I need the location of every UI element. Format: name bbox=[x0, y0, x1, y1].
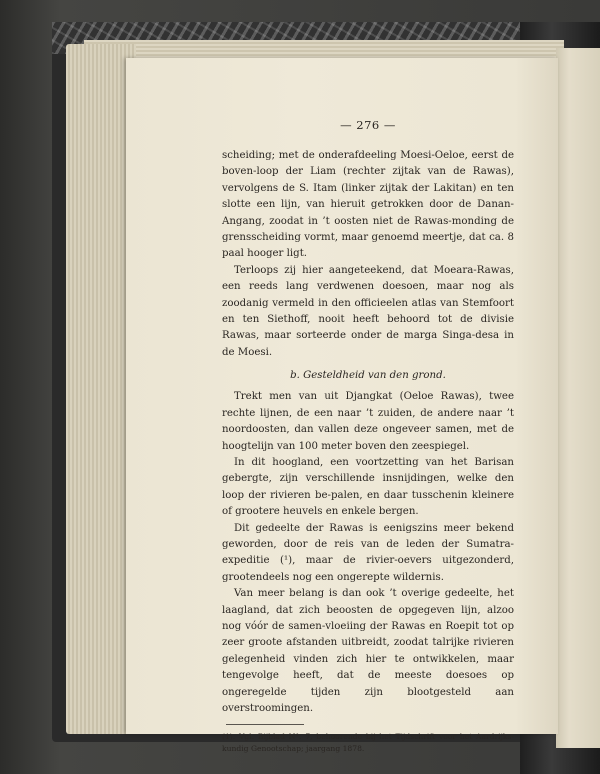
page-text bbox=[222, 118, 514, 754]
paragraph: In dit hoogland, een voortzetting van het Barisan gebergte, zijn verschillende insnijdingen, welke den loop der rivieren be-palen, en daar tusschenin kleinere of grootere heuvels en enkele bergen. bbox=[222, 456, 514, 518]
facing-page-edge bbox=[556, 48, 600, 748]
paragraph: Dit gedeelte der Rawas is eenigszins meer bekend geworden, door de reis van de leden der Sumatra-expeditie (¹), maar de rivier-oevers uitgezonderd, grootendeels nog een ongerepte wildernis. bbox=[222, 522, 514, 583]
paragraph: Terloops zij hier aangeteekend, dat Moeara-Rawas, een reeds lang verdwenen doesoen, maar nog als zoodanig vermeld in den officieelen atlas van Stemfoort en ten Siethoff, nooit heeft behoord tot de divisie Rawas, maar sorteerde onder de marga Singa-desa in de Moesi. bbox=[222, 264, 514, 358]
footnote-divider bbox=[226, 724, 304, 725]
section-heading: b. Gesteldheid van den grond. bbox=[290, 370, 446, 382]
paragraph: Trekt men van uit Djangkat (Oeloe Rawas), twee rechte lijnen, de een naar ’t zuiden, de andere naar ’t noordoosten, dan vallen deze ongeveer samen, met de hoogtelijn van 100 meter boven den zeespiegel. bbox=[222, 391, 514, 452]
footnote: (1). Vgl. Bijblad N°. 7, behoorende bij het Tijdschrift voor het Aardrijks-kundig Genootschap; jaargang 1878. bbox=[222, 732, 514, 753]
paragraph: scheiding; met de onderafdeeling Moesi-Oeloe, eerst de boven-loop der Liam (rechter zijtak van de Rawas), vervolgens de S. Itam (linker zijtak der Lakitan) en ten slotte een lijn, van hieruit getrokken door de Danan-Angang, zoodat in ’t oosten niet de Rawas-monding de grensscheiding vormt, maar genoemd meertje, dat ca. 8 paal hooger ligt. bbox=[222, 150, 514, 260]
page-number: — 276 — bbox=[340, 118, 396, 132]
paragraph: Van meer belang is dan ook ’t overige gedeelte, het laagland, dat zich beoosten de opgegeven lijn, alzoo nog vóór de samen-vloeiing der Rawas en Roepit tot op zeer groote afstanden uitbreidt, zoodat talrijke rivieren gelegenheid vinden zich hier te ontwikkelen, maar tengevolge heeft, dat de meeste doesoes op ongeregelde tijden zijn blootgesteld aan overstroomingen. bbox=[222, 588, 514, 714]
